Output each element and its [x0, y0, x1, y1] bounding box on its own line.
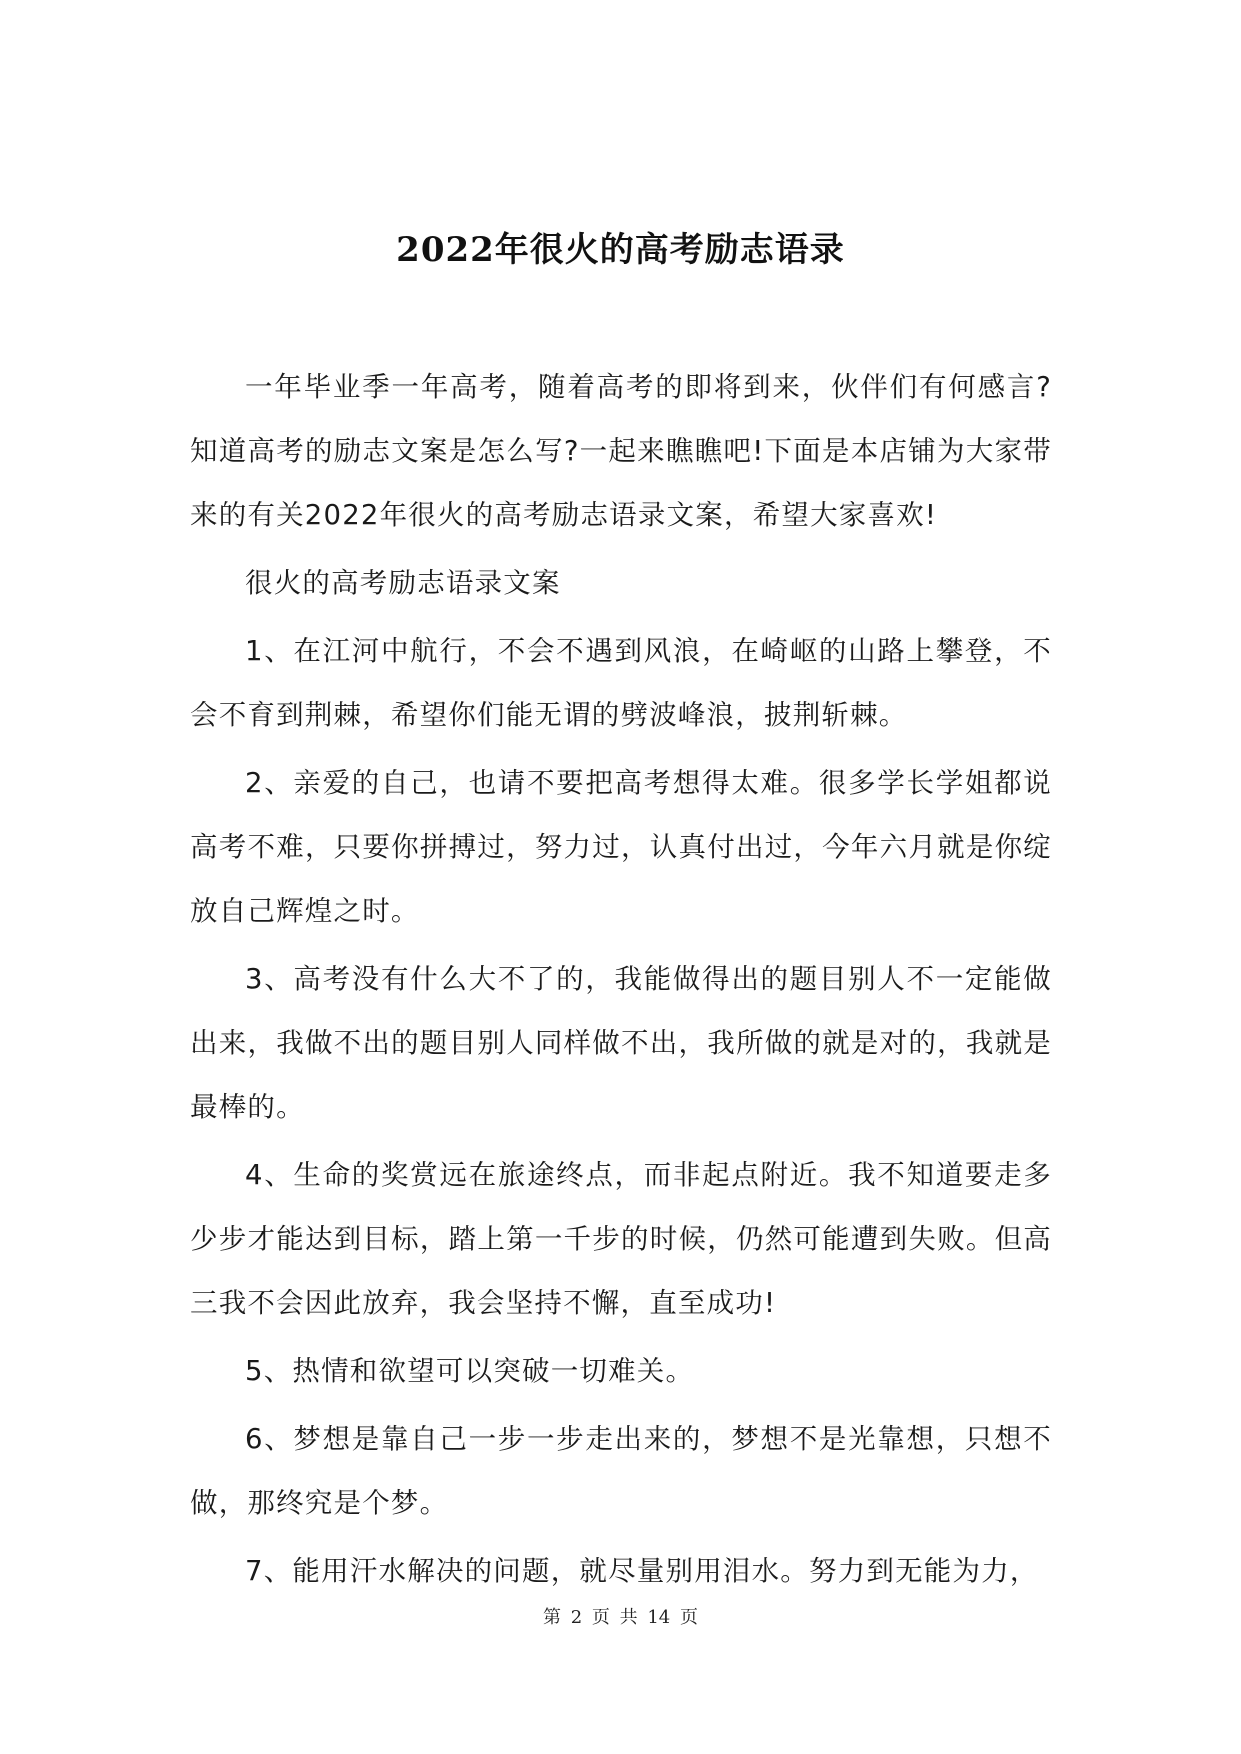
quote-paragraph: 7、能用汗水解决的问题，就尽量别用泪水。努力到无能为力， — [245, 1555, 1039, 1587]
document-title: 2022年很火的高考励志语录 — [396, 230, 845, 270]
page-number-footer: 第 2 页 共 14 页 — [543, 1607, 698, 1628]
quote-paragraph: 6、梦想是靠自己一步一步走出来的，梦想不是光靠想，只想不做，那终究是个梦。 — [190, 1423, 1052, 1519]
document-body — [190, 355, 1052, 1607]
section-heading: 很火的高考励志语录文案 — [245, 567, 561, 599]
quote-paragraph: 1、在江河中航行，不会不遇到风浪，在崎岖的山路上攀登，不会不育到荆棘，希望你们能无谓的劈波峰浪，披荆斩棘。 — [190, 635, 1052, 731]
intro-paragraph: 一年毕业季一年高考，随着高考的即将到来，伙伴们有何感言?知道高考的励志文案是怎么写?一起来瞧瞧吧!下面是本店铺为大家带来的有关2022年很火的高考励志语录文案，希望大家喜欢! — [190, 371, 1052, 531]
quote-paragraph: 4、生命的奖赏远在旅途终点，而非起点附近。我不知道要走多少步才能达到目标，踏上第一千步的时候，仍然可能遭到失败。但高三我不会因此放弃，我会坚持不懈，直至成功! — [190, 1159, 1052, 1319]
quote-paragraph: 5、热情和欲望可以突破一切难关。 — [245, 1355, 695, 1387]
quote-paragraph: 3、高考没有什么大不了的，我能做得出的题目别人不一定能做出来，我做不出的题目别人同样做不出，我所做的就是对的，我就是最棒的。 — [190, 963, 1052, 1123]
quote-paragraph: 2、亲爱的自己，也请不要把高考想得太难。很多学长学姐都说高考不难，只要你拼搏过，努力过，认真付出过，今年六月就是你绽放自己辉煌之时。 — [190, 767, 1052, 927]
